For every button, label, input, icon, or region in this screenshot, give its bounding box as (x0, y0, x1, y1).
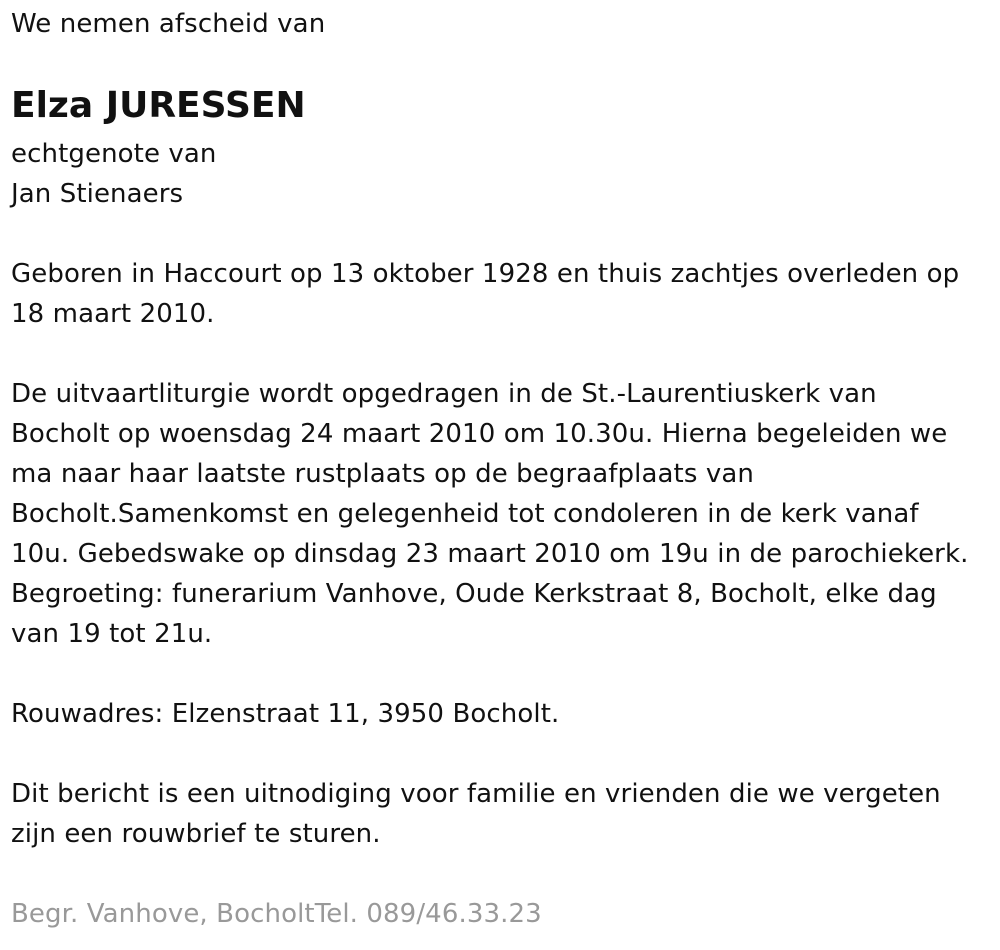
paragraph-line: 18 maart 2010. (11, 299, 215, 329)
paragraph-line: Bocholt op woensdag 24 maart 2010 om 10.30u. Hierna begeleiden we (11, 419, 948, 449)
funeral-director-footer: Begr. Vanhove, BocholtTel. 089/46.33.23 (11, 899, 542, 929)
paragraph-line: van 19 tot 21u. (11, 619, 213, 649)
spouse-block (11, 134, 217, 214)
paragraph-line: zijn een rouwbrief te sturen. (11, 819, 381, 849)
mourning-address: Rouwadres: Elzenstraat 11, 3950 Bocholt. (11, 699, 560, 729)
paragraph-line: Dit bericht is een uitnodiging voor familie en vrienden die we vergeten (11, 779, 941, 809)
funeral-paragraph (11, 374, 968, 654)
intro-text: We nemen afscheid van (11, 9, 326, 39)
paragraph-line: Geboren in Haccourt op 13 oktober 1928 en thuis zachtjes overleden op (11, 259, 960, 289)
paragraph-line: De uitvaartliturgie wordt opgedragen in de St.-Laurentiuskerk van (11, 379, 877, 409)
spouse-line: Jan Stienaers (11, 179, 184, 209)
paragraph-line: 10u. Gebedswake op dinsdag 23 maart 2010 om 19u in de parochiekerk. (11, 539, 969, 569)
deceased-name: Elza JURESSEN (11, 85, 306, 126)
spouse-line: echtgenote van (11, 139, 217, 169)
paragraph-line: Begroeting: funerarium Vanhove, Oude Kerkstraat 8, Bocholt, elke dag (11, 579, 937, 609)
paragraph-line: ma naar haar laatste rustplaats op de begraafplaats van (11, 459, 754, 489)
invitation-paragraph (11, 774, 941, 854)
paragraph-line: Bocholt.Samenkomst en gelegenheid tot condoleren in de kerk vanaf (11, 499, 919, 529)
birth-death-paragraph (11, 254, 959, 334)
